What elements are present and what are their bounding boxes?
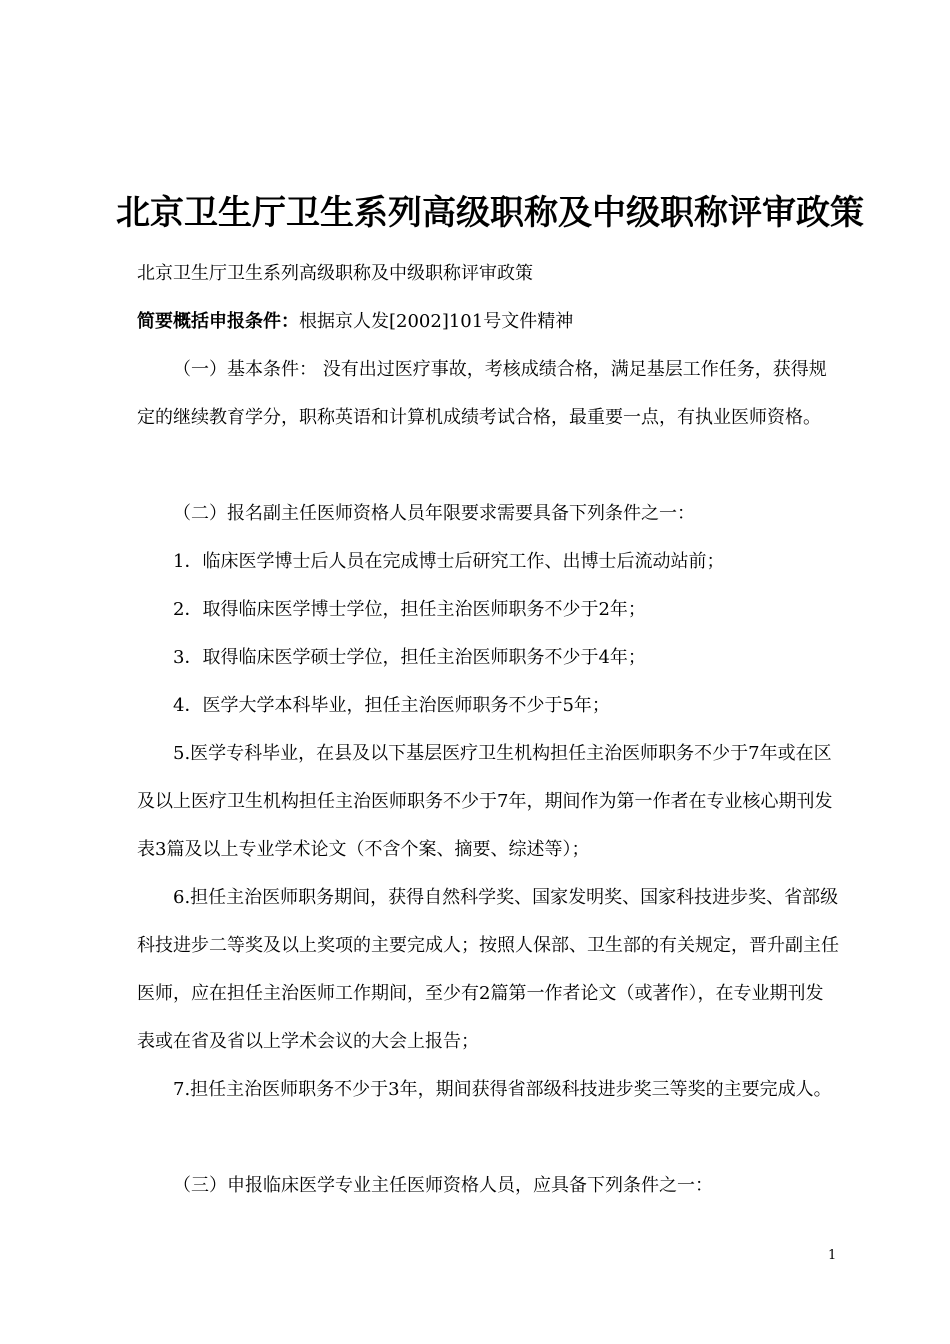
list-item: 4．医学大学本科毕业，担任主治医师职务不少于5年； [173,695,610,716]
section-1-basic-conditions: （一）基本条件： 没有出过医疗事故，考核成绩合格，满足基层工作任务，获得规定的继续教育学分，职称英语和计算机成绩考试合格，最重要一点，有执业医师资格。 [137,359,827,428]
section-2-heading: （二）报名副主任医师资格人员年限要求需要具备下列条件之一： [173,503,695,524]
list-item: 3．取得临床医学硕士学位，担任主治医师职务不少于4年； [173,647,646,668]
list-item: 2．取得临床医学博士学位，担任主治医师职务不少于2年； [173,599,646,620]
list-item: 1．临床医学博士后人员在完成博士后研究工作、出博士后流动站前； [173,551,725,572]
page-number: 1 [828,1248,837,1263]
list-item: 6.担任主治医师职务期间，获得自然科学奖、国家发明奖、国家科技进步奖、省部级科技进步二等奖及以上奖项的主要完成人；按照人保部、卫生部的有关规定，晋升副主任医师，应在担任主治医师工作期间，至少有2篇第一作者论文（或著作），在专业期刊发表或在省及省以上学术会议的大会上报告； [137,887,839,1052]
summary-text: 根据京人发[2002]101号文件精神 [299,311,574,332]
section-3-heading: （三）申报临床医学专业主任医师资格人员，应具备下列条件之一： [173,1175,713,1196]
document-title: 北京卫生厅卫生系列高级职称及中级职称评审政策 [116,193,864,233]
list-item: 5.医学专科毕业，在县及以下基层医疗卫生机构担任主治医师职务不少于7年或在区及以上医疗卫生机构担任主治医师职务不少于7年，期间作为第一作者在专业核心期刊发表3篇及以上专业学术论文（不含个案、摘要、综述等）； [137,743,833,860]
summary-label: 简要概括申报条件： [137,311,299,332]
summary-line [137,298,840,346]
list-item: 7.担任主治医师职务不少于3年，期间获得省部级科技进步奖三等奖的主要完成人。 [173,1079,832,1100]
document-subtitle: 北京卫生厅卫生系列高级职称及中级职称评审政策 [137,263,533,284]
